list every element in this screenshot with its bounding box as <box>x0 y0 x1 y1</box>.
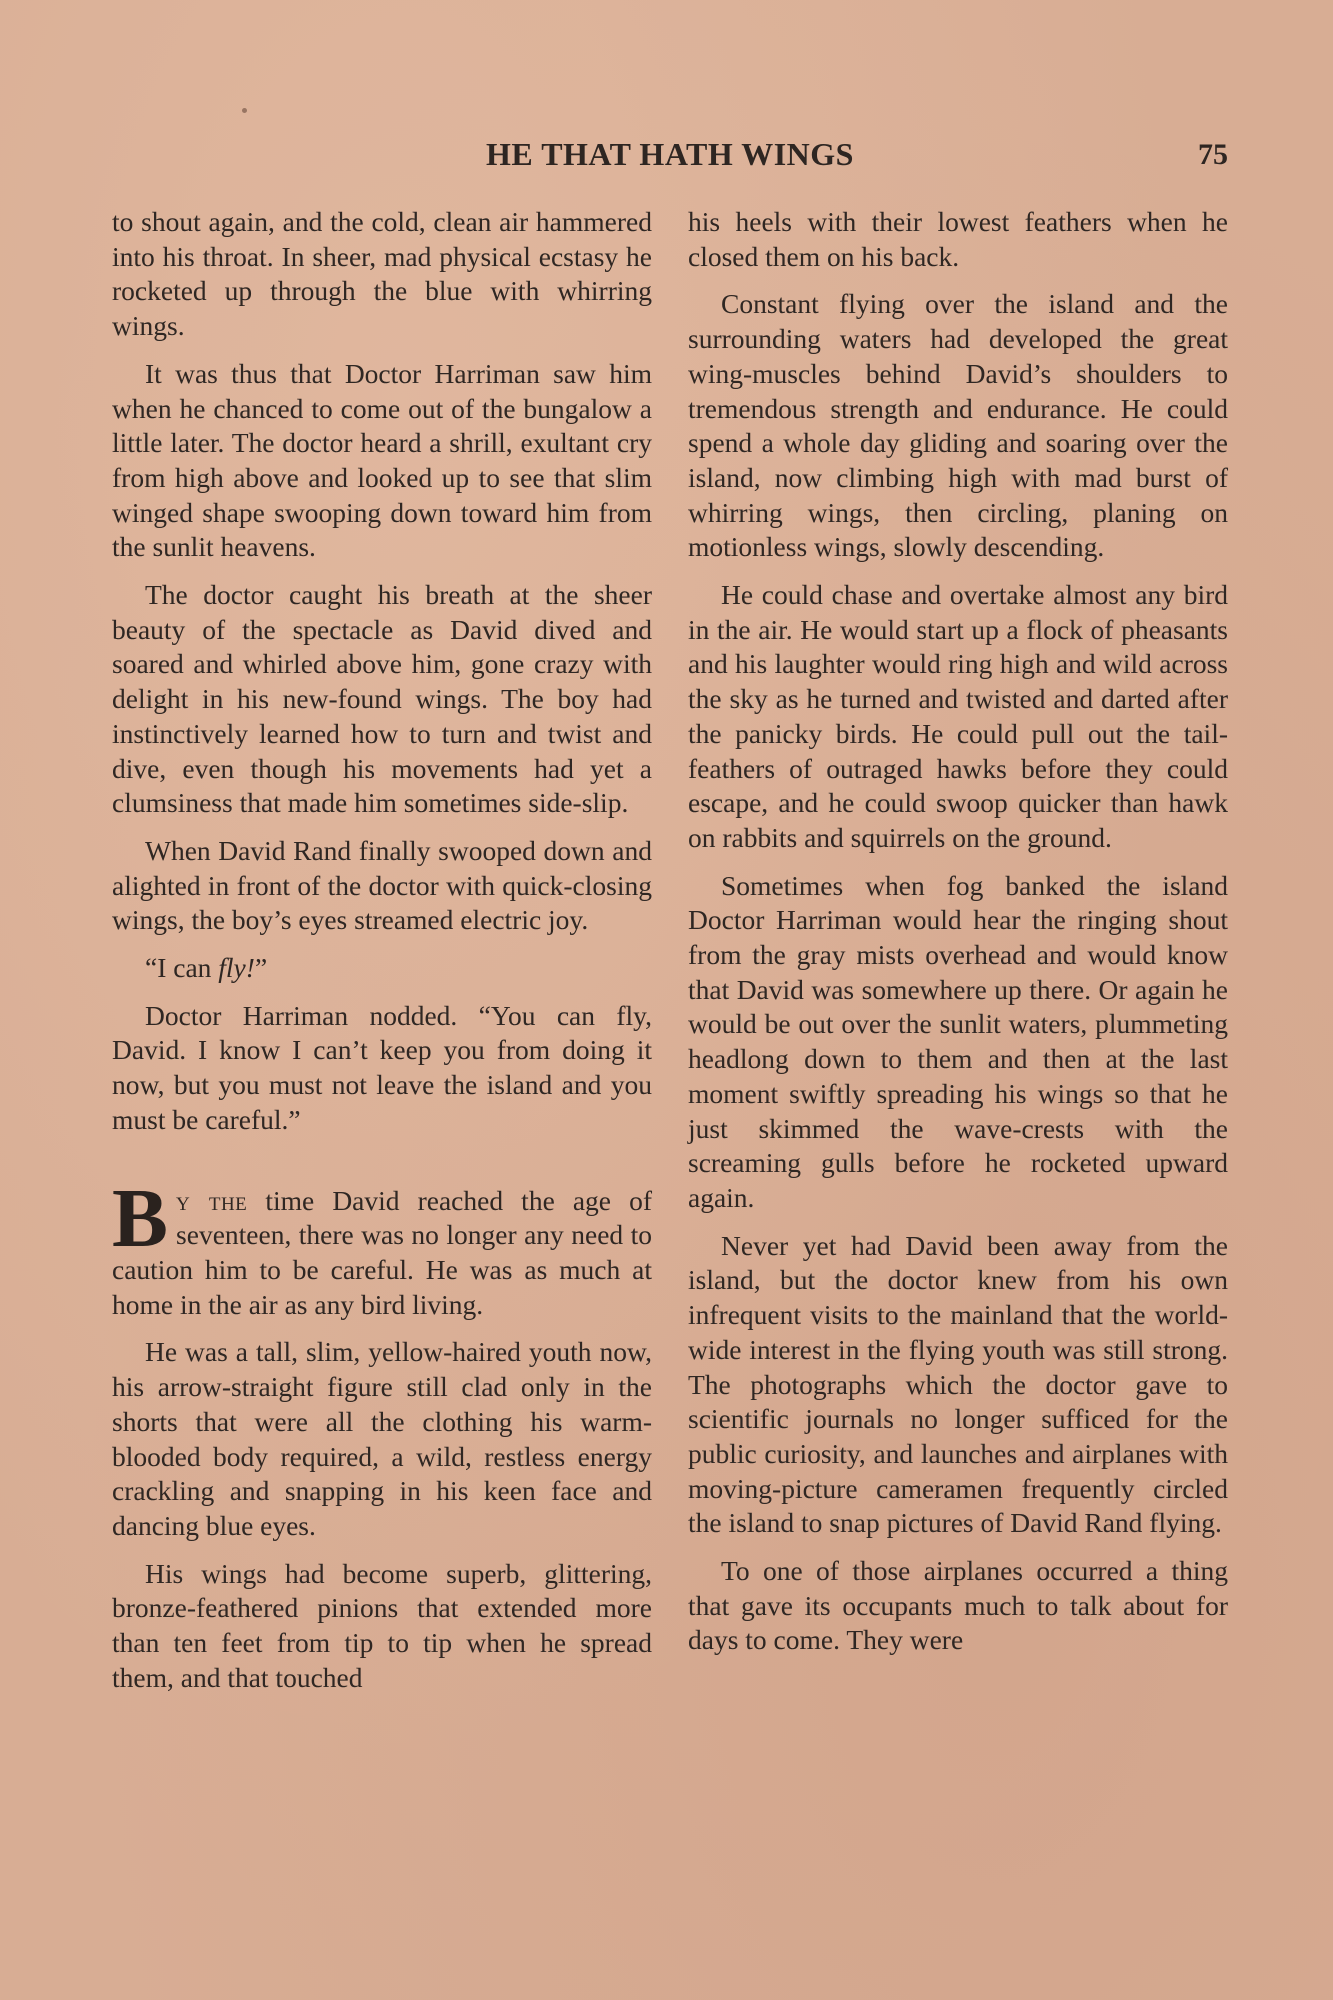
paragraph: to shout again, and the cold, clean air hammered into his throat. In sheer, mad physical ecstasy he rocketed up through the blue with whirring wings. <box>112 206 652 342</box>
paragraph: It was thus that Doctor Harriman saw him when he chanced to come out of the bungalow a little later. The doctor heard a shrill, exultant cry from high above and looked up to see that slim winged shape swooping down toward him from the sunlit heavens. <box>112 357 652 563</box>
paragraph: His wings had become superb, glittering, bronze-feathered pinions that extended more than ten feet from tip to tip when he spread them, and that touched <box>112 1557 652 1693</box>
ink-speck <box>242 108 247 113</box>
dialogue-open: “I can <box>145 952 219 984</box>
paragraph: When David Rand finally swooped down and alighted in front of the doctor with quick-closing wings, the boy’s eyes streamed electric joy. <box>112 834 652 936</box>
left-column <box>112 205 652 1708</box>
page-number: 75 <box>1198 138 1228 171</box>
paragraph: Doctor Harriman nodded. “You can fly, David. I know I can’t keep you from doing it now, but you must not leave the island and you must be careful.” <box>112 999 652 1135</box>
running-title: HE THAT HATH WINGS <box>486 136 854 172</box>
drop-cap: B <box>112 1171 169 1265</box>
paragraph: Constant flying over the island and the surrounding waters had developed the great wing-muscles behind David’s shoulders to tremendous strength and endurance. He could spend a whole day gliding and soaring over the island, now climbing high with mad burst of whirring wings, then circling, planing on motionless wings, slowly descending. <box>688 288 1228 563</box>
dialogue-emphasis: fly! <box>218 952 255 984</box>
paragraph: The doctor caught his breath at the sheer beauty of the spectacle as David dived and soared and whirled above him, gone crazy with delight in his new-found wings. The boy had instinctively learned how to turn and twist and dive, even though his movements had yet a clumsiness that made him sometimes side-slip. <box>112 579 652 819</box>
right-column <box>688 205 1228 1671</box>
paragraph: To one of those airplanes occurred a thing that gave its occupants much to talk about for days to come. They were <box>688 1555 1228 1656</box>
section-text: time David reached the age of seventeen, there was no longer any need to caution him to be careful. He was as much at home in the air as any bird living. <box>112 1184 653 1320</box>
paragraph: He was a tall, slim, yellow-haired youth now, his arrow-straight figure still clad only in the shorts that were all the clothing his warm-blooded body required, a wild, restless energy crackling and snapping in his keen face and dancing blue eyes. <box>112 1336 652 1541</box>
paragraph: Never yet had David been away from the island, but the doctor knew from his own infrequent visits to the mainland that the world-wide interest in the flying youth was still strong. The photographs which the doctor gave to scientific journals no longer sufficed for the public curiosity, and launches and airplanes with moving-picture cameramen frequently circled the island to snap pictures of David Rand flying. <box>688 1229 1228 1539</box>
section-opening-paragraph <box>112 1171 653 1323</box>
dialogue-paragraph <box>112 951 652 986</box>
paragraph: his heels with their lowest feathers when he closed them on his back. <box>688 206 1228 272</box>
paragraph: He could chase and overtake almost any bird in the air. He would start up a flock of pheasants and his laughter would ring high and wild across the sky as he turned and twisted and darted after the panicky birds. He could pull out the tail-feathers of outraged hawks before they could escape, and he could swoop quicker than hawk on rabbits and squirrels on the ground. <box>688 579 1228 853</box>
running-head <box>112 136 1228 176</box>
small-caps-lead: y the <box>176 1184 248 1216</box>
paragraph: Sometimes when fog banked the island Doctor Harriman would hear the ringing shout from the gray mists overhead and would know that David was somewhere up there. Or again he would be out over the sunlit waters, plummeting headlong down to them and then at the last moment swiftly spreading his wings so that he just skimmed the wave-crests with the screaming gulls before he rocketed upward again. <box>688 869 1228 1213</box>
dialogue-close: ” <box>254 952 268 984</box>
